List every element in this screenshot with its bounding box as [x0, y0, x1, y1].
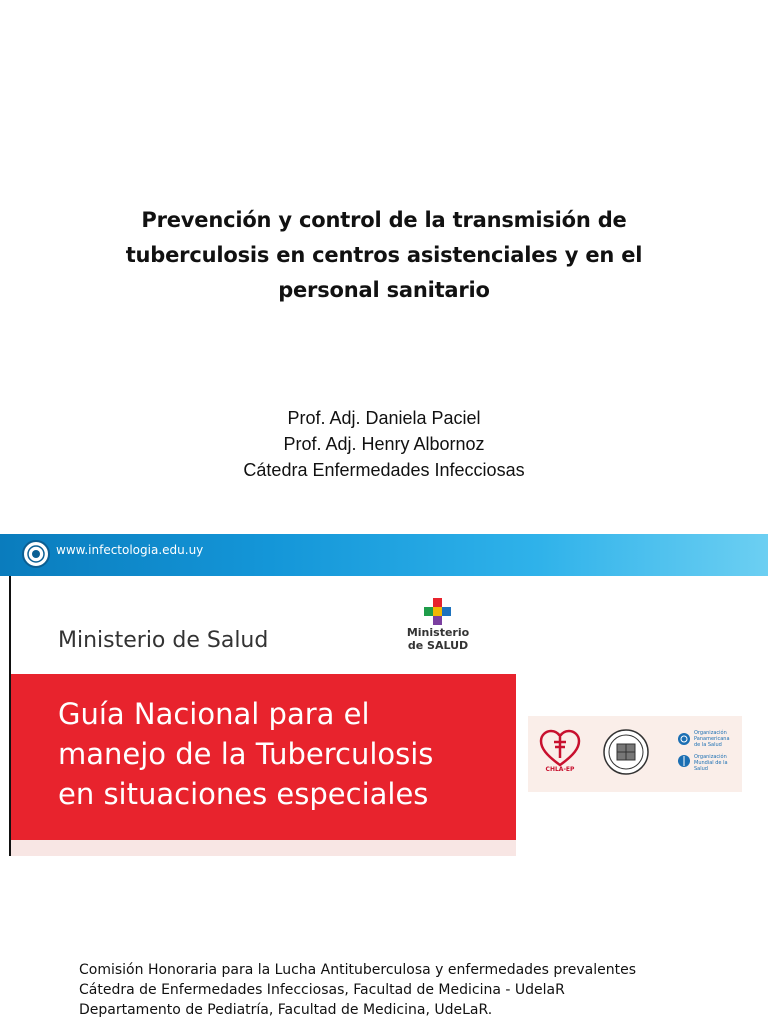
ops-text-line: Organización — [694, 730, 727, 736]
author-line: Prof. Adj. Henry Albornoz — [283, 434, 485, 454]
institutions-footer — [79, 960, 636, 1020]
guide-title — [58, 694, 508, 814]
ministerio-logo-text — [402, 626, 474, 652]
oms-text-line: Mundial de la Salud — [694, 760, 728, 772]
slide-title-line: tuberculosis en centros asistenciales y en el — [125, 243, 643, 267]
slide-title-line: Prevención y control de la transmisión de — [141, 208, 627, 232]
university-seal-icon — [603, 729, 649, 775]
guide-title-line: manejo de la Tuberculosis — [58, 737, 434, 771]
oms-globe-icon — [677, 754, 691, 768]
slide-title — [84, 203, 684, 308]
cover-bottom-strip — [11, 840, 516, 856]
website-url: www.infectologia.edu.uy — [56, 543, 204, 557]
oms-text-line: Organización — [694, 754, 727, 760]
guide-title-line: Guía Nacional para el — [58, 697, 370, 731]
author-line: Cátedra Enfermedades Infecciosas — [243, 460, 525, 480]
guide-title-line: en situaciones especiales — [58, 777, 429, 811]
chla-heart-icon — [538, 728, 582, 768]
ops-text-line: Panamericana — [694, 736, 730, 742]
footer-line: Departamento de Pediatría, Facultad de Medicina, UdeLaR. — [79, 1002, 493, 1018]
footer-line: Comisión Honoraria para la Lucha Antituberculosa y enfermedades prevalentes — [79, 962, 636, 978]
infectologia-logo-icon — [22, 540, 50, 568]
slide-title-line: personal sanitario — [278, 278, 490, 302]
chla-label: CHLA-EP — [545, 766, 575, 773]
ops-globe-icon — [677, 732, 691, 746]
ops-text-line: de la Salud — [694, 742, 722, 748]
authors-block — [84, 405, 684, 483]
ministry-name: Ministerio de Salud — [58, 628, 269, 653]
footer-line: Cátedra de Enfermedades Infecciosas, Facultad de Medicina - UdelaR — [79, 982, 565, 998]
logo-text-line: Ministerio — [406, 626, 470, 639]
logo-text-line: de SALUD — [407, 639, 469, 652]
ops-oms-logos — [677, 730, 737, 774]
author-line: Prof. Adj. Daniela Paciel — [287, 408, 481, 428]
